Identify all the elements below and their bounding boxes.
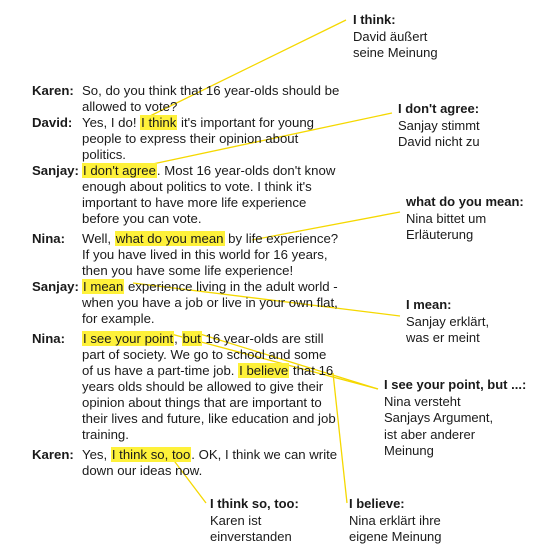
annotation-i-dont-agree bbox=[398, 101, 480, 151]
dialogue-line: I see your point, but 16 year-olds are still bbox=[83, 331, 324, 346]
dialogue-line: for example. bbox=[82, 311, 155, 326]
dialogue-line: training. bbox=[82, 427, 129, 442]
annotation-text: Meinung bbox=[384, 443, 434, 458]
connector-i-think bbox=[150, 20, 346, 116]
annotation-title: I think: bbox=[353, 12, 396, 27]
annotation-i-mean bbox=[406, 297, 489, 347]
highlight-i-mean: I mean bbox=[83, 279, 124, 294]
dialogue-line: years olds should be allowed to give their bbox=[82, 379, 324, 394]
dialogue-line: down our ideas now. bbox=[82, 463, 203, 478]
speaker-label: David: bbox=[32, 115, 73, 130]
highlight-but: but bbox=[182, 331, 201, 346]
annotation-title: I believe: bbox=[349, 496, 405, 511]
highlight-i-believe: I believe bbox=[239, 363, 289, 378]
dialogue-line: then you have some life experience! bbox=[82, 263, 294, 278]
speaker-label: Sanjay: bbox=[32, 163, 79, 178]
dialogue-line: allowed to vote? bbox=[82, 99, 178, 114]
dialogue-line: their lives and future, like education and job bbox=[82, 411, 336, 426]
highlight-i-think-so-too: I think so, too bbox=[111, 447, 191, 462]
annotation-i-believe bbox=[349, 496, 442, 546]
dialogue-line: I mean experience living in the adult world - bbox=[83, 279, 338, 294]
annotation-title: I don't agree: bbox=[398, 101, 480, 116]
annotation-text: Erläuterung bbox=[406, 227, 474, 242]
annotation-text: David nicht zu bbox=[398, 134, 480, 149]
annotation-text: ist aber anderer bbox=[384, 426, 476, 442]
annotation-text: Sanjay erklärt, bbox=[406, 313, 490, 329]
dialogue-line: part of society. We go to school and some bbox=[82, 347, 327, 362]
highlight-what-do-you-mean: what do you mean bbox=[115, 231, 224, 246]
speaker-label: Karen: bbox=[32, 447, 74, 462]
dialogue-line: Yes, I do! I think it's important for young bbox=[82, 115, 315, 130]
dialogue-line: Yes, I think so, too. OK, I think we can write bbox=[82, 447, 338, 462]
dialogue-line: of us have a part-time job. I believe that 16 bbox=[82, 363, 334, 378]
annotation-text: Nina bittet um bbox=[406, 210, 487, 226]
speaker-label: Sanjay: bbox=[32, 279, 79, 294]
annotation-text: David äußert bbox=[353, 28, 428, 44]
dialogue-line: when you have a job or live in your own flat, bbox=[82, 295, 338, 310]
annotation-title: what do you mean: bbox=[406, 194, 524, 209]
annotation-text: Nina versteht bbox=[384, 393, 461, 409]
dialogue-line: Well, what do you mean by life experience? bbox=[82, 231, 339, 246]
dialogue-line: enough about politics to vote. I think it's bbox=[82, 179, 312, 194]
annotation-title: I mean: bbox=[406, 297, 452, 312]
annotation-i-see-your-point bbox=[384, 377, 526, 460]
speaker-label: Karen: bbox=[32, 83, 74, 98]
annotation-title: I see your point, but ...: bbox=[384, 377, 527, 392]
annotation-text: Sanjays Argument, bbox=[384, 410, 494, 425]
dialogue-line: So, do you think that 16 year-olds should be bbox=[82, 83, 340, 98]
highlight-i-think: I think bbox=[141, 115, 177, 130]
dialogue-line: before you can vote. bbox=[82, 211, 202, 226]
dialogue-line: If you have lived in this world for 16 years, bbox=[82, 247, 328, 262]
annotation-text: Sanjay stimmt bbox=[398, 117, 480, 133]
annotation-text: eigene Meinung bbox=[349, 529, 442, 544]
annotation-text: was er meint bbox=[406, 330, 480, 345]
annotation-text: Nina erklärt ihre bbox=[349, 512, 441, 528]
dialogue-line: politics. bbox=[82, 147, 126, 162]
annotation-text: einverstanden bbox=[210, 529, 292, 544]
annotation-title: I think so, too: bbox=[210, 496, 299, 511]
highlight-i-dont-agree: I don't agree bbox=[83, 163, 156, 178]
dialogue-line: people to express their opinion about bbox=[82, 131, 299, 146]
speaker-label: Nina: bbox=[32, 231, 65, 246]
speaker-label: Nina: bbox=[32, 331, 65, 346]
annotation-text: Karen ist bbox=[210, 512, 262, 528]
dialogue-line: I don't agree. Most 16 year-olds don't know bbox=[83, 163, 336, 178]
annotation-text: seine Meinung bbox=[353, 45, 438, 60]
annotation-what-do-you-mean bbox=[406, 194, 524, 244]
dialogue-line: important to have more life experience bbox=[82, 195, 307, 210]
highlight-i-see-your-point: I see your point bbox=[83, 331, 174, 346]
connector-i-believe bbox=[333, 373, 347, 503]
dialogue-line: opinion about things that are important to bbox=[82, 395, 322, 410]
annotation-i-think bbox=[353, 12, 438, 62]
annotation-i-think-so-too bbox=[210, 496, 299, 546]
